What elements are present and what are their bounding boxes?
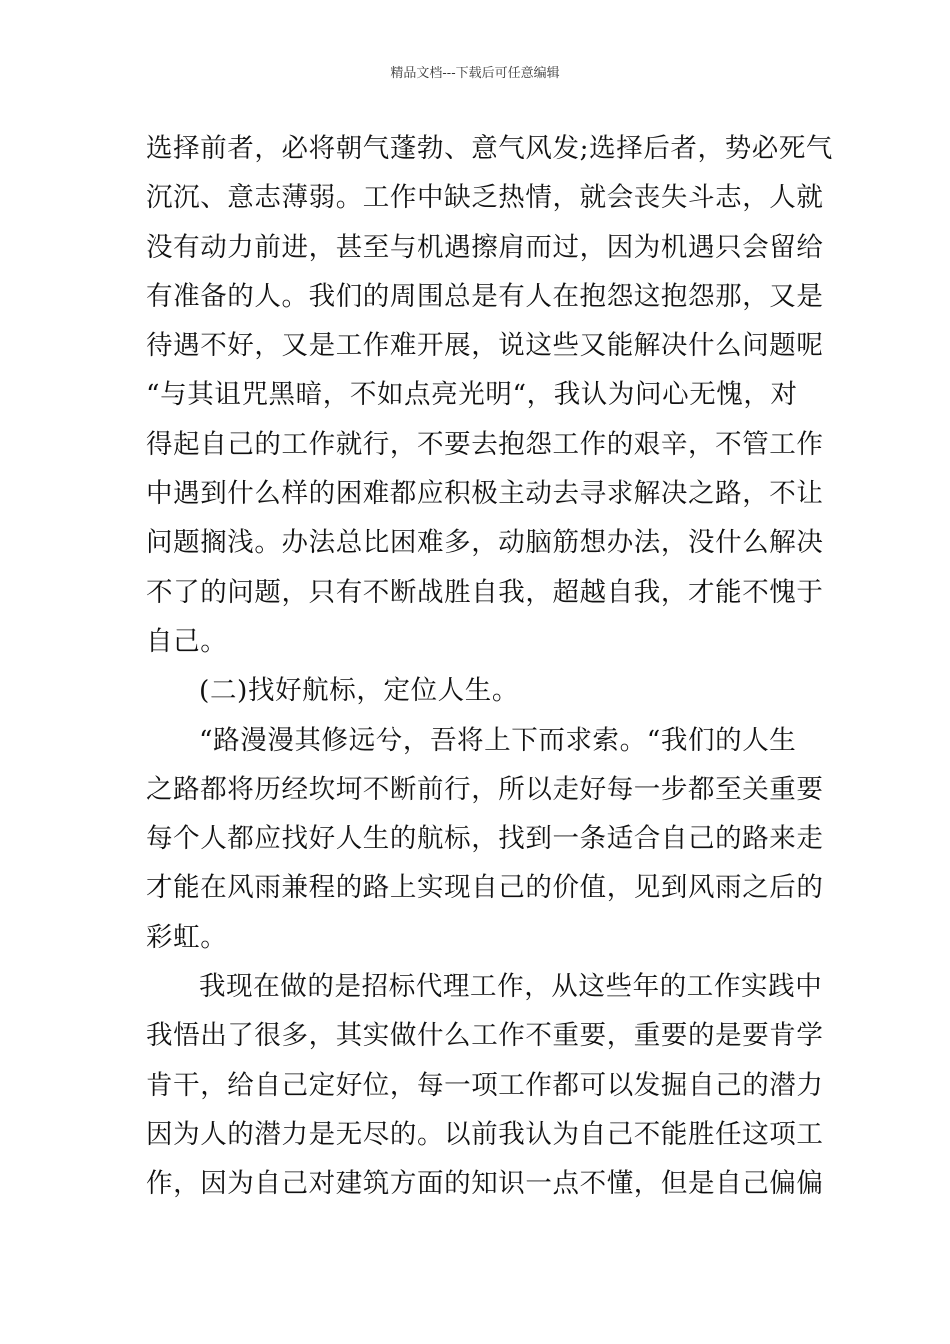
text-line: 肯干，给自己定好位，每一项工作都可以发掘自己的潜力 — [146, 1069, 824, 1101]
text-line: 不了的问题，只有不断战胜自我，超越自我，才能不愧于 — [146, 576, 824, 608]
text-line: 每个人都应找好人生的航标，找到一条适合自己的路来走 — [146, 823, 824, 855]
text-line: 因为人的潜力是无尽的。以前我认为自己不能胜任这项工 — [146, 1118, 824, 1150]
text-line: 问题搁浅。办法总比困难多，动脑筋想办法，没什么解决 — [146, 527, 824, 559]
text-line: 待遇不好，又是工作难开展，说这些又能解决什么问题呢 — [146, 330, 824, 362]
text-line: “路漫漫其修远兮，吾将上下而求索。“我们的人生 — [199, 724, 797, 756]
text-line: 彩虹。 — [146, 921, 228, 953]
text-line: 自己。 — [146, 625, 228, 657]
text-line: 中遇到什么样的困难都应积极主动去寻求解决之路，不让 — [146, 478, 824, 510]
text-line: 我现在做的是招标代理工作，从这些年的工作实践中 — [199, 971, 823, 1003]
page-header: 精品文档---下载后可任意编辑 — [390, 66, 560, 81]
document-body — [146, 124, 834, 1209]
text-line: 有准备的人。我们的周围总是有人在抱怨这抱怨那，又是 — [146, 280, 824, 312]
text-line: 沉沉、意志薄弱。工作中缺乏热情，就会丧失斗志，人就 — [146, 182, 824, 214]
section-heading: (二)找好航标，定位人生。 — [199, 675, 519, 707]
text-line: 作，因为自己对建筑方面的知识一点不懂，但是自己偏偏 — [146, 1168, 824, 1200]
text-line: 我悟出了很多，其实做什么工作不重要，重要的是要肯学 — [146, 1020, 824, 1052]
text-line: 没有动力前进，甚至与机遇擦肩而过，因为机遇只会留给 — [146, 231, 824, 263]
text-line: 选择前者，必将朝气蓬勃、意气风发;选择后者，势必死气 — [146, 133, 834, 164]
text-line: 之路都将历经坎坷不断前行，所以走好每一步都至关重要 — [146, 773, 824, 805]
text-line: “与其诅咒黑暗，不如点亮光明“，我认为问心无愧，对 — [146, 379, 798, 411]
text-line: 得起自己的工作就行，不要去抱怨工作的艰辛，不管工作 — [146, 428, 824, 460]
text-line: 才能在风雨兼程的路上实现自己的价值，见到风雨之后的 — [146, 872, 824, 904]
